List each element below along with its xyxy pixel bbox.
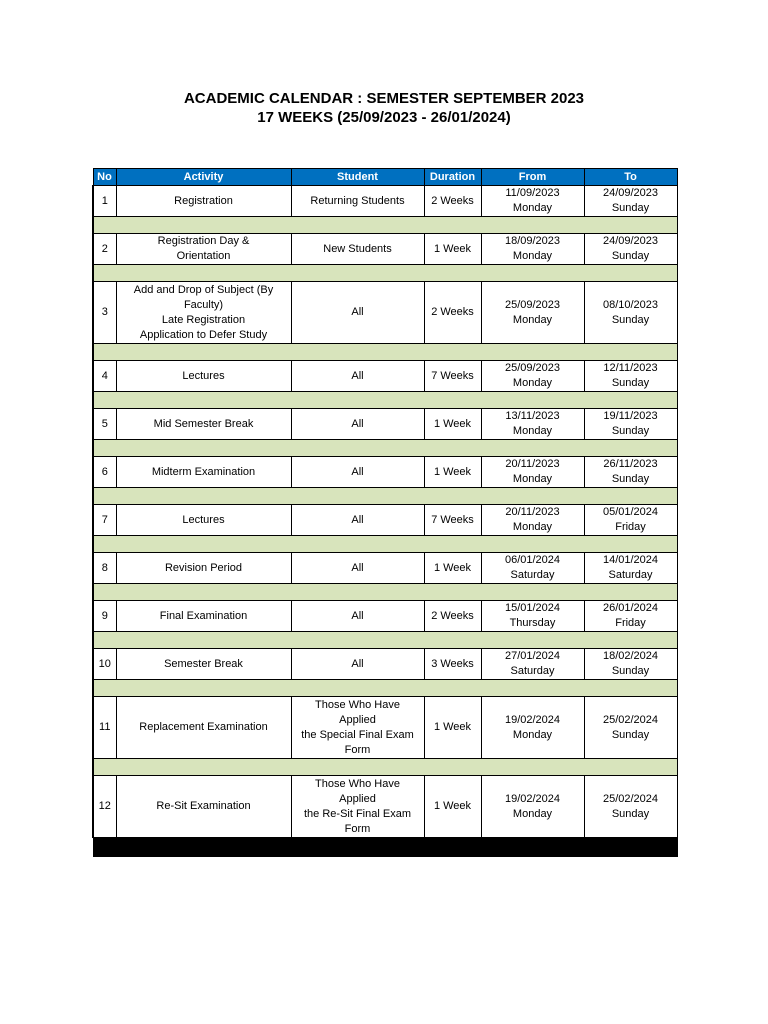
row-number-cell: 4 (93, 361, 116, 392)
to-cell (584, 505, 677, 536)
to-day: Sunday (611, 202, 650, 214)
to-date: 26/11/2023 (603, 458, 658, 470)
from-date: 19/02/2024 (504, 713, 561, 726)
student-text: Form (344, 822, 371, 835)
to-day: Sunday (611, 377, 650, 389)
duration-cell: 1 Week (424, 457, 481, 488)
separator-row (93, 344, 677, 361)
table-row (93, 553, 677, 584)
separator-row (93, 759, 677, 776)
header-no: No (93, 169, 116, 186)
student-cell (291, 234, 424, 265)
from-date: 06/01/2024 (504, 554, 561, 566)
separator-row (93, 392, 677, 409)
from-cell (481, 601, 584, 632)
from-date: 25/09/2023 (504, 362, 561, 374)
activity-text: Midterm Examination (151, 465, 256, 478)
from-date: 18/09/2023 (504, 235, 561, 247)
separator-row (93, 265, 677, 282)
to-date: 18/02/2024 (602, 650, 659, 662)
activity-cell (116, 553, 291, 584)
from-day: Thursday (509, 617, 556, 629)
from-cell (481, 649, 584, 680)
to-cell (584, 361, 677, 392)
activity-text: Replacement Examination (139, 721, 268, 733)
duration-cell: 1 Week (424, 553, 481, 584)
activity-text: Registration (174, 194, 233, 207)
activity-text: Orientation (176, 250, 231, 262)
table-row (93, 361, 677, 392)
from-cell (481, 457, 584, 488)
student-text: Applied (339, 792, 376, 805)
to-cell (584, 649, 677, 680)
from-cell (481, 282, 584, 344)
calendar-table (92, 168, 678, 857)
table-row (93, 282, 677, 344)
student-text: All (351, 609, 364, 622)
row-number-cell: 5 (93, 409, 116, 440)
activity-cell (116, 776, 291, 838)
from-date: 27/01/2024 (504, 650, 561, 662)
duration-cell: 1 Week (424, 409, 481, 440)
activity-text: Semester Break (164, 657, 243, 670)
from-day: Monday (512, 250, 553, 262)
student-text: All (351, 306, 364, 318)
duration-cell: 7 Weeks (424, 505, 481, 536)
to-day: Sunday (611, 665, 650, 677)
row-number-cell: 6 (93, 457, 116, 488)
student-cell (291, 649, 424, 680)
activity-cell (116, 457, 291, 488)
student-cell (291, 697, 424, 759)
student-text: All (351, 561, 364, 574)
to-day: Saturday (608, 569, 653, 581)
footer-cell (93, 838, 677, 857)
from-date: 13/11/2023 (505, 410, 560, 422)
table-row (93, 601, 677, 632)
separator-cell (93, 680, 677, 697)
header-activity: Activity (116, 169, 291, 186)
separator-row (93, 680, 677, 697)
to-day: Sunday (611, 807, 650, 820)
duration-cell: 2 Weeks (424, 186, 481, 217)
student-text: Form (344, 743, 371, 756)
student-cell (291, 457, 424, 488)
student-text: Returning Students (310, 194, 405, 207)
student-text: New Students (323, 242, 392, 255)
header-from: From (481, 169, 584, 186)
duration-cell: 1 Week (424, 697, 481, 759)
from-day: Monday (512, 728, 553, 741)
duration-cell: 1 Week (424, 776, 481, 838)
table-row (93, 776, 677, 838)
duration-cell: 1 Week (424, 234, 481, 265)
activity-text: Final Examination (159, 609, 248, 622)
student-text: All (351, 513, 364, 526)
table-row (93, 505, 677, 536)
to-day: Sunday (611, 473, 650, 485)
separator-cell (93, 632, 677, 649)
from-day: Monday (512, 521, 553, 533)
to-day: Sunday (611, 313, 650, 326)
to-cell (584, 553, 677, 584)
to-cell (584, 697, 677, 759)
activity-text: Faculty) (183, 298, 224, 311)
from-day: Saturday (510, 665, 555, 677)
from-date: 20/11/2023 (505, 506, 560, 518)
row-number-cell: 12 (93, 776, 116, 838)
student-text: All (351, 465, 364, 478)
header-to: To (584, 169, 677, 186)
to-cell (584, 601, 677, 632)
from-date: 25/09/2023 (504, 298, 561, 311)
from-day: Monday (512, 202, 553, 214)
to-date: 25/02/2024 (602, 713, 659, 726)
student-cell (291, 505, 424, 536)
from-cell (481, 505, 584, 536)
student-cell (291, 409, 424, 440)
separator-row (93, 536, 677, 553)
page-title: ACADEMIC CALENDAR : SEMESTER SEPTEMBER 2023 (183, 90, 585, 107)
to-date: 12/11/2023 (603, 362, 658, 374)
row-number-cell: 8 (93, 553, 116, 584)
student-text: the Re-Sit Final Exam (304, 807, 411, 820)
to-date: 05/01/2024 (602, 506, 659, 518)
separator-cell (93, 440, 677, 457)
from-cell (481, 186, 584, 217)
to-date: 24/09/2023 (602, 235, 659, 247)
separator-row (93, 488, 677, 505)
to-date: 24/09/2023 (602, 187, 659, 199)
to-day: Friday (615, 617, 646, 629)
to-cell (584, 186, 677, 217)
student-cell (291, 776, 424, 838)
separator-cell (93, 759, 677, 776)
activity-cell (116, 234, 291, 265)
to-cell (584, 776, 677, 838)
separator-row (93, 440, 677, 457)
to-day: Sunday (611, 250, 650, 262)
from-cell (481, 361, 584, 392)
table-row (93, 186, 677, 217)
from-day: Monday (512, 473, 553, 485)
activity-text: Application to Defer Study (139, 328, 268, 341)
from-date: 15/01/2024 (504, 602, 561, 614)
header-duration: Duration (424, 169, 481, 186)
row-number-cell: 7 (93, 505, 116, 536)
header-student: Student (291, 169, 424, 186)
to-cell (584, 282, 677, 344)
from-day: Saturday (510, 569, 555, 581)
activity-cell (116, 649, 291, 680)
activity-text: Mid Semester Break (153, 417, 254, 430)
from-day: Monday (512, 807, 553, 820)
activity-text: Revision Period (164, 561, 243, 574)
student-cell (291, 186, 424, 217)
activity-cell (116, 282, 291, 344)
duration-cell: 2 Weeks (424, 601, 481, 632)
from-day: Monday (512, 425, 553, 437)
duration-cell: 2 Weeks (424, 282, 481, 344)
table-header-row (93, 169, 677, 186)
activity-text: Add and Drop of Subject (By (133, 283, 274, 296)
student-text: All (351, 369, 364, 382)
footer-bar (93, 838, 677, 857)
separator-row (93, 632, 677, 649)
student-text: All (351, 657, 364, 670)
student-text: the Special Final Exam (301, 728, 414, 741)
from-cell (481, 409, 584, 440)
duration-cell: 7 Weeks (424, 361, 481, 392)
activity-cell (116, 186, 291, 217)
student-text: Those Who Have (315, 698, 400, 711)
duration-cell: 3 Weeks (424, 649, 481, 680)
separator-cell (93, 265, 677, 282)
activity-cell (116, 697, 291, 759)
row-number-cell: 10 (93, 649, 116, 680)
table-row (93, 409, 677, 440)
to-cell (584, 409, 677, 440)
to-day: Friday (615, 521, 646, 533)
separator-row (93, 217, 677, 234)
from-date: 11/09/2023 (505, 187, 560, 199)
from-cell (481, 234, 584, 265)
activity-text: Late Registration (161, 313, 246, 326)
separator-row (93, 584, 677, 601)
row-number-cell: 9 (93, 601, 116, 632)
activity-text: Lectures (182, 369, 225, 382)
from-date: 20/11/2023 (505, 458, 560, 470)
from-cell (481, 776, 584, 838)
to-cell (584, 457, 677, 488)
to-cell (584, 234, 677, 265)
activity-text: Lectures (182, 513, 225, 526)
activity-cell (116, 409, 291, 440)
to-date: 19/11/2023 (603, 410, 658, 422)
student-cell (291, 553, 424, 584)
activity-cell (116, 361, 291, 392)
student-text: Applied (339, 713, 376, 726)
row-number-cell: 2 (93, 234, 116, 265)
to-date: 26/01/2024 (602, 602, 659, 614)
row-number-cell: 11 (93, 697, 116, 759)
page-subtitle: 17 WEEKS (25/09/2023 - 26/01/2024) (257, 109, 511, 126)
table-row (93, 457, 677, 488)
to-date: 14/01/2024 (602, 554, 659, 566)
student-cell (291, 361, 424, 392)
separator-cell (93, 344, 677, 361)
separator-cell (93, 536, 677, 553)
separator-cell (93, 488, 677, 505)
student-text: All (351, 417, 364, 430)
to-date: 25/02/2024 (602, 792, 659, 805)
row-number-cell: 1 (93, 186, 116, 217)
row-number-cell: 3 (93, 282, 116, 344)
student-cell (291, 601, 424, 632)
table-row (93, 697, 677, 759)
from-cell (481, 697, 584, 759)
separator-cell (93, 392, 677, 409)
from-day: Monday (512, 313, 553, 326)
table-row (93, 649, 677, 680)
activity-text: Re-Sit Examination (156, 800, 251, 812)
student-cell (291, 282, 424, 344)
from-day: Monday (512, 377, 553, 389)
table-row (93, 234, 677, 265)
separator-cell (93, 584, 677, 601)
from-date: 19/02/2024 (504, 792, 561, 805)
to-day: Sunday (611, 425, 650, 437)
from-cell (481, 553, 584, 584)
activity-cell (116, 601, 291, 632)
to-date: 08/10/2023 (602, 298, 659, 311)
activity-text: Registration Day & (157, 235, 250, 247)
student-text: Those Who Have (315, 777, 400, 790)
activity-cell (116, 505, 291, 536)
separator-cell (93, 217, 677, 234)
to-day: Sunday (611, 728, 650, 741)
